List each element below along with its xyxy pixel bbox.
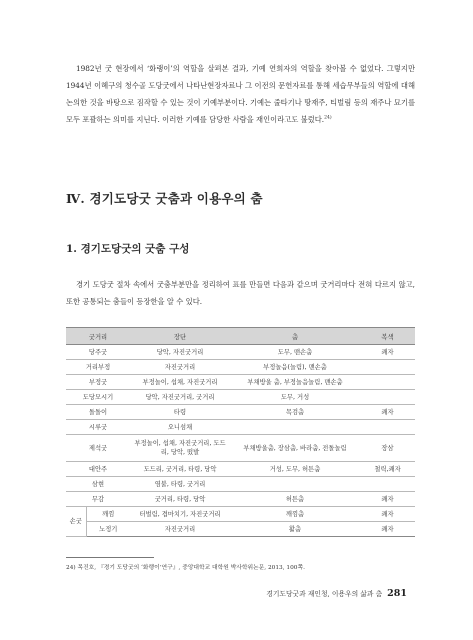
table-row: [66, 375, 415, 390]
cell-dance: 깨낌춤: [230, 507, 360, 522]
section-heading: 1. 경기도당굿의 굿춤 구성: [66, 243, 190, 255]
cell-dance: [230, 477, 360, 492]
dance-structure-table: [66, 327, 415, 537]
cell-jangdan: 굿거리, 타령, 당악: [130, 492, 230, 507]
cell-dance: 목검춤: [230, 405, 360, 420]
table-row: [66, 360, 415, 375]
footnote-divider: [66, 557, 154, 558]
paragraph-1-text: 1982년 굿 현장에서 ‘화랭이’의 역할을 살펴본 결과, 기예 연희자의 역할을 찾아볼 수 없었다. 그렇지만 1944년 이혜구의 청수골 도당굿에서 나타난현장자료나 그 이전의 문헌자료를 통해 세습무부들의 역할에 대해 논의한 것을 바탕으로 짐작할 수 있는 것이 기예부분이다. 기예는 줄타기나 땅재주, 티벌림 등의 재주나 묘기를 모두 포괄하는 의미를 지닌다. 이러한 기예를 담당한 사람을 재인이라고도 불렀다.: [66, 64, 415, 124]
cell-dance: 부정놀음(놀림), 맨손춤: [230, 360, 360, 375]
cell-costume: [360, 375, 415, 390]
cell-gut: 도당모시기: [66, 390, 130, 405]
cell-gut: 무감: [66, 492, 130, 507]
cell-gut: 거리부정: [66, 360, 130, 375]
column-header: 복색: [360, 328, 415, 345]
table-row: [66, 492, 415, 507]
cell-dance: 부채방울춤, 장삼춤, 바라춤, 전돌놀림: [230, 435, 360, 462]
footnote: 24) 목진호, 『경기 도당굿의 ‘화랭이’연구』, 중앙대학교 대학원 박사학위논문, 2013, 100쪽.: [66, 565, 305, 571]
table-row: [66, 462, 415, 477]
table-row: [66, 420, 415, 435]
table-row: [66, 477, 415, 492]
cell-jangdan: 자진굿거리: [130, 522, 230, 537]
cell-costume: 철릭,쾌자: [360, 462, 415, 477]
table-row: [66, 522, 415, 537]
table-row: [66, 390, 415, 405]
cell-dance: 거성, 도무, 허튼춤: [230, 462, 360, 477]
table-row: [66, 435, 415, 462]
cell-jangdan: 당악, 자진굿거리: [130, 345, 230, 360]
cell-jangdan: 부정놀이, 섭채, 자진굿거리: [130, 375, 230, 390]
column-header: 장단: [130, 328, 230, 345]
page-footer: [266, 588, 407, 599]
cell-jangdan: 터벌림, 겹마치기, 자진굿거리: [130, 507, 230, 522]
cell-jangdan: 자진굿거리: [130, 360, 230, 375]
cell-dance: 도무, 맨손춤: [230, 345, 360, 360]
chapter-heading: Ⅳ. 경기도당굿 굿춤과 이용우의 춤: [66, 191, 263, 206]
cell-gut: 삼현: [66, 477, 130, 492]
cell-jangdan: 당악, 자진굿거리, 굿거리: [130, 390, 230, 405]
cell-costume: 쾌자: [360, 405, 415, 420]
table-row: [66, 405, 415, 420]
footnote-reference: 24): [324, 115, 332, 121]
cell-costume: 쾌자: [360, 492, 415, 507]
cell-gut: 당주굿: [66, 345, 130, 360]
cell-gut: 시루굿: [66, 420, 130, 435]
cell-costume: 쾌자: [360, 345, 415, 360]
cell-dance: 도무, 거성: [230, 390, 360, 405]
cell-costume: 쾌자: [360, 507, 415, 522]
cell-gut-group: 손굿: [66, 507, 86, 537]
cell-dance: 허튼춤: [230, 492, 360, 507]
table-row: [66, 345, 415, 360]
page-number: 281: [387, 588, 407, 599]
table-row: [66, 507, 415, 522]
cell-gut: 부정굿: [66, 375, 130, 390]
body-paragraph-1: [66, 60, 415, 128]
table-header-row: [66, 328, 415, 345]
cell-costume: 장삼: [360, 435, 415, 462]
cell-costume: [360, 420, 415, 435]
cell-dance: 활춤: [230, 522, 360, 537]
cell-jangdan: 타령: [130, 405, 230, 420]
cell-costume: [360, 360, 415, 375]
cell-gut: 대안주: [66, 462, 130, 477]
column-header: 춤: [230, 328, 360, 345]
cell-gut: 제석굿: [66, 435, 130, 462]
cell-jangdan: 오니섬채: [130, 420, 230, 435]
cell-jangdan: 부정놀이, 섭채, 자진굿거리, 도드리, 당악, 떴발: [130, 435, 230, 462]
cell-costume: [360, 477, 415, 492]
cell-sub-gut: 노정기: [86, 522, 130, 537]
cell-costume: 쾌자: [360, 522, 415, 537]
cell-dance: 부채방울 춤, 부정놀음놀림, 맨손춤: [230, 375, 360, 390]
body-paragraph-2: 경기 도당굿 절차 속에서 굿춤부분만을 정리하여 표를 만들면 다음과 같으며 굿거리마다 전혀 다르지 않고, 또한 공통되는 춤들이 등장한을 알 수 있다.: [66, 280, 415, 306]
cell-gut: 돌돌이: [66, 405, 130, 420]
running-title: 경기도당굿과 재인청, 이용우의 삶과 춤: [266, 590, 383, 598]
cell-jangdan: 염불, 타령, 굿거리: [130, 477, 230, 492]
cell-costume: [360, 390, 415, 405]
cell-jangdan: 도드리, 굿거리, 타령, 당악: [130, 462, 230, 477]
column-header: 굿거리: [66, 328, 130, 345]
cell-dance: [230, 420, 360, 435]
cell-sub-gut: 깨낌: [86, 507, 130, 522]
